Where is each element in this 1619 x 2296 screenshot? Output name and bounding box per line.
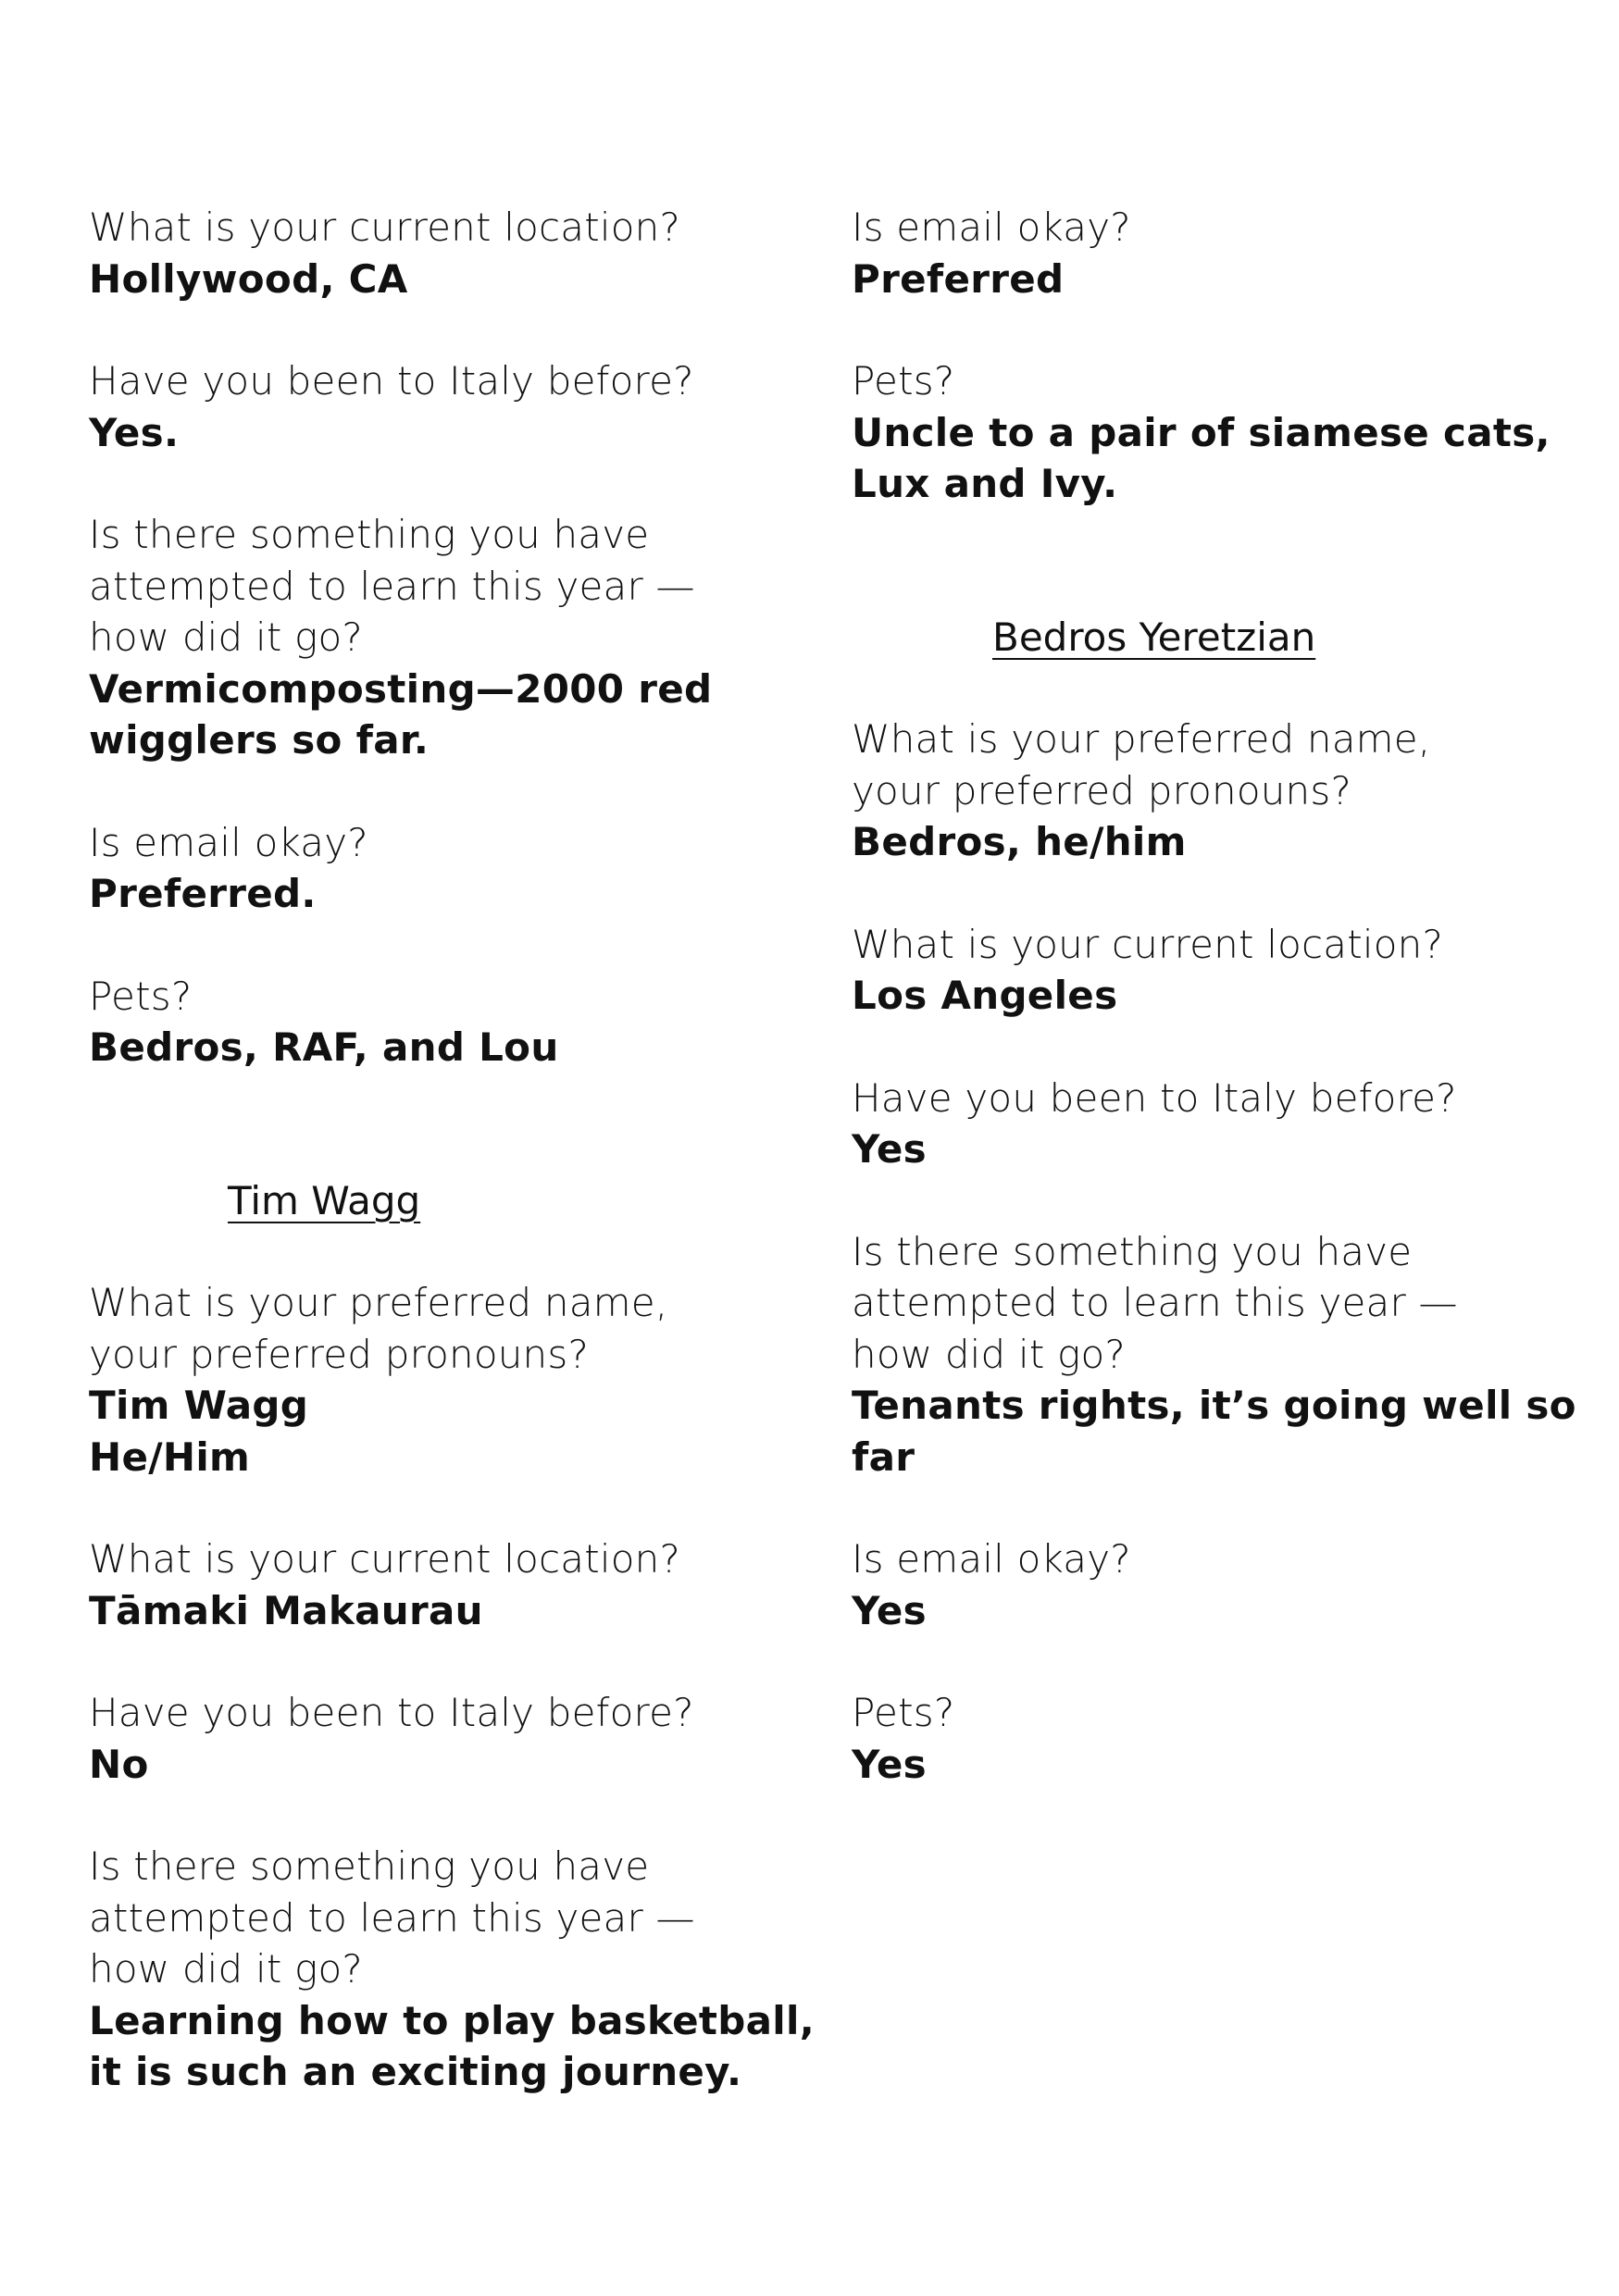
answer: Tim Wagg He/Him [89,1383,309,1480]
question: Pets? [852,358,955,403]
question: What is your preferred name, your preferred pronouns? [852,716,1431,813]
qa-block [89,971,820,1074]
answer: Bedros, RAF, and Lou [89,1024,559,1070]
qa-block [89,817,820,920]
answer: Preferred [852,255,1065,302]
section-spacer [89,1124,820,1175]
qa-block [852,355,1583,510]
answer: Hollywood, CA [89,255,408,302]
qa-block [89,509,820,766]
qa-block [89,1533,820,1636]
qa-block [89,1841,820,2098]
answer: Learning how to play basketball, it is such an exciting journey. [89,1997,815,2094]
qa-block [852,1226,1583,1483]
question: Have you been to Italy before? [89,358,694,403]
qa-block [852,1687,1583,1790]
answer: Yes [852,1587,927,1633]
question: Have you been to Italy before? [89,1690,694,1735]
question: Is email okay? [852,1536,1131,1582]
qa-block [89,355,820,458]
question: What is your current location? [89,205,680,250]
answer: Yes [852,1741,927,1787]
left-column [89,202,820,2149]
question: Pets? [852,1690,955,1735]
answer: Tenants rights, it’s going well so far [852,1383,1576,1480]
question: What is your preferred name, your preferred pronouns? [89,1280,668,1377]
question: Is there something you have attempted to learn this year — how did it go? [89,1843,695,1992]
qa-block [89,1687,820,1790]
qa-block [852,714,1583,868]
answer: Tāmaki Makaurau [89,1587,483,1633]
person-name-heading: Tim Wagg [228,1177,421,1223]
qa-block [852,1073,1583,1175]
qa-block [852,1533,1583,1636]
answer: No [89,1741,149,1787]
section-spacer [852,561,1583,612]
qa-block [852,202,1583,304]
answer: Vermicomposting—2000 red wigglers so far. [89,665,713,763]
qa-block [89,1277,820,1483]
answer: Yes [852,1126,927,1172]
question: Is email okay? [852,205,1131,250]
right-column [852,202,1583,1841]
question: Is email okay? [89,819,368,865]
question: Is there something you have attempted to learn this year — how did it go? [89,512,695,660]
question: Is there something you have attempted to learn this year — how did it go? [852,1228,1458,1377]
person-name-heading: Bedros Yeretzian [992,614,1316,660]
qa-block [89,202,820,304]
qa-block [852,919,1583,1022]
question: Pets? [89,973,193,1019]
answer: Preferred. [89,871,317,916]
answer: Yes. [89,409,180,455]
question: Have you been to Italy before? [852,1074,1457,1121]
answer: Uncle to a pair of siamese cats, Lux and Ivy. [852,409,1551,506]
question: What is your current location? [852,921,1443,967]
answer: Bedros, he/him [852,819,1187,864]
answer: Los Angeles [852,973,1118,1018]
question: What is your current location? [89,1536,680,1582]
